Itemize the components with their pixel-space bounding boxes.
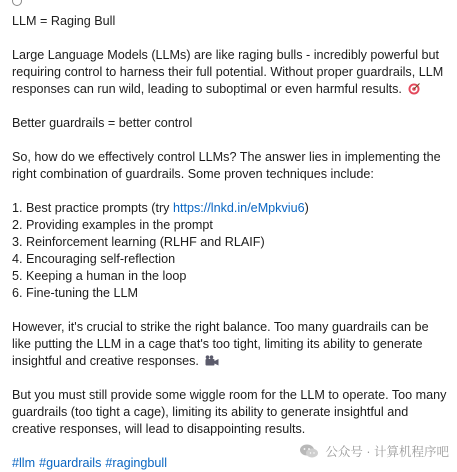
list-item: 5. Keeping a human in the loop: [12, 269, 187, 283]
list-item: 4. Encouraging self-reflection: [12, 252, 176, 266]
post-title: LLM = Raging Bull: [12, 14, 116, 28]
intro-text: Large Language Models (LLMs) are like raging bulls - incredibly powerful but requiring control to harness their full potential. Without proper guardrails, LLM responses can run wild, leading to suboptimal or even harmful results.: [12, 48, 444, 96]
list-item: [12, 200, 447, 217]
balance-text: However, it's crucial to strike the right balance. Too many guardrails can be like putting the LLM in a cage that's too tight, limiting its ability to generate insightful and creative responses.: [12, 320, 429, 368]
watermark: [299, 442, 449, 460]
techniques-list: [12, 200, 447, 302]
post-balance: [12, 319, 447, 370]
post-meta: [12, 0, 22, 6]
post-body: [12, 13, 447, 472]
hashtag-ragingbull[interactable]: #ragingbull: [105, 456, 168, 470]
post-wiggle: But you must still provide some wiggle room for the LLM to operate. Too many guardrails (too tight a cage), limiting its ability to generate insightful and creative responses, will lead to disappointing results.: [12, 388, 447, 436]
wechat-icon: [299, 443, 319, 459]
camera-icon: [205, 355, 219, 367]
list-item: 3. Reinforcement learning (RLHF and RLAIF): [12, 235, 265, 249]
prompts-link[interactable]: https://lnkd.in/eMpkviu6: [172, 201, 305, 215]
list-item: 6. Fine-tuning the LLM: [12, 286, 139, 300]
post-intro: [12, 47, 447, 98]
target-icon: [408, 83, 420, 95]
hashtag-guardrails[interactable]: #guardrails: [39, 456, 102, 470]
globe-icon: [12, 0, 22, 6]
post-question: So, how do we effectively control LLMs? The answer lies in implementing the right combination of guardrails. Some proven techniques include:: [12, 150, 441, 181]
list-item-text: ): [304, 201, 309, 215]
post-equation: Better guardrails = better control: [12, 116, 193, 130]
hashtag-llm[interactable]: #llm: [12, 456, 36, 470]
watermark-text: 公众号 · 计算机程序吧: [325, 445, 449, 459]
list-item: 2. Providing examples in the prompt: [12, 218, 213, 232]
list-item-text: 1. Best practice prompts (try: [12, 201, 173, 215]
